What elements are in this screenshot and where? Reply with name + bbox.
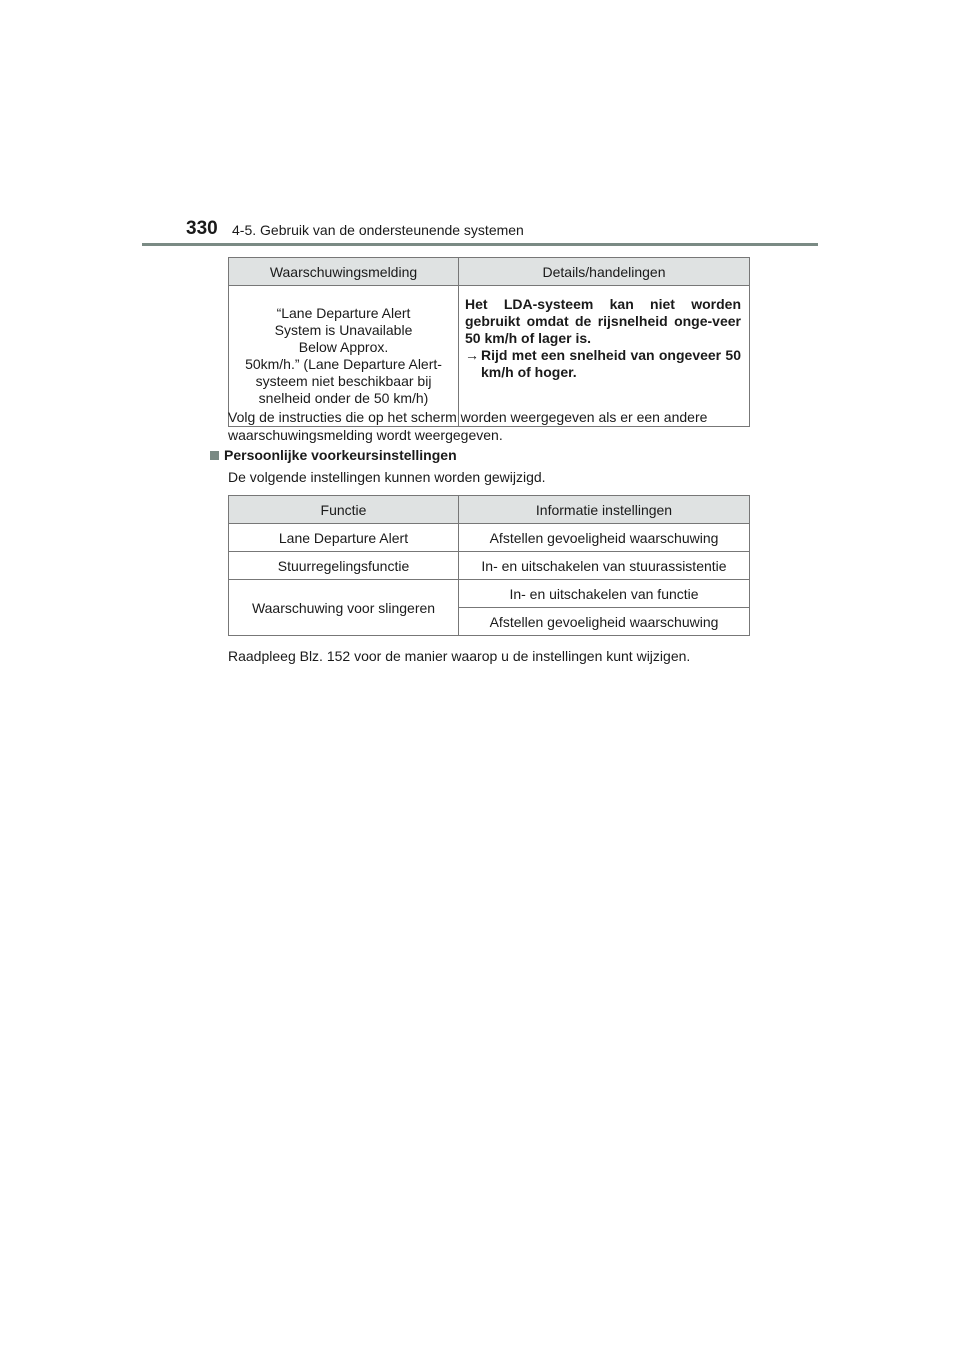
table-header-row (229, 496, 750, 524)
page-header (0, 0, 960, 250)
info-cell: In- en uitschakelen van stuurassistentie (459, 552, 750, 580)
settings-intro-paragraph: De volgende instellingen kunnen worden gewijzigd. (228, 469, 546, 485)
square-bullet-icon (210, 451, 219, 460)
page-number: 330 (186, 218, 218, 239)
table-row (229, 580, 750, 608)
action-line (465, 347, 741, 381)
message-line: systeem niet beschikbaar bij (255, 373, 432, 389)
message-line: System is Unavailable (274, 322, 413, 338)
function-cell: Waarschuwing voor slingeren (229, 580, 459, 636)
message-line: snelheid onder de 50 km/h) (258, 390, 429, 406)
settings-table (228, 495, 750, 636)
instruction-paragraph: Volg de instructies die op het scherm worden weergegeven als er een andere waarschuwingsmelding wordt weergegeven. (228, 409, 708, 443)
info-cell: Afstellen gevoeligheid waarschuwing (459, 608, 750, 636)
message-line: 50km/h.” (Lane Departure Alert- (245, 356, 442, 372)
detail-text: Het LDA-systeem kan niet worden gebruikt omdat de rijsnelheid onge-veer 50 km/h of lager is. (465, 296, 741, 346)
info-cell: In- en uitschakelen van functie (459, 580, 750, 608)
details-cell (459, 286, 750, 427)
arrow-icon: → (465, 347, 479, 363)
function-cell: Lane Departure Alert (229, 524, 459, 552)
reference-paragraph: Raadpleeg Blz. 152 voor de manier waarop u de instellingen kunt wijzigen. (228, 648, 691, 664)
column-header-info: Informatie instellingen (459, 496, 750, 524)
column-header-details: Details/handelingen (459, 258, 750, 286)
action-text: Rijd met een snelheid van ongeveer 50 km/h of hoger. (481, 347, 741, 380)
info-cell: Afstellen gevoeligheid waarschuwing (459, 524, 750, 552)
table-row (229, 286, 750, 427)
table-row (229, 524, 750, 552)
personal-settings-heading (210, 447, 457, 463)
message-line: Below Approx. (298, 339, 389, 355)
table-row (229, 552, 750, 580)
warning-message-table (228, 257, 750, 427)
column-header-warning: Waarschuwingsmelding (229, 258, 459, 286)
function-cell: Stuurregelingsfunctie (229, 552, 459, 580)
message-line: “Lane Departure Alert (276, 305, 411, 321)
heading-text: Persoonlijke voorkeursinstellingen (224, 447, 457, 463)
header-rule (142, 243, 818, 246)
table-header-row (229, 258, 750, 286)
section-title: 4-5. Gebruik van de ondersteunende systemen (232, 222, 524, 238)
warning-message-cell (229, 286, 459, 427)
column-header-function: Functie (229, 496, 459, 524)
